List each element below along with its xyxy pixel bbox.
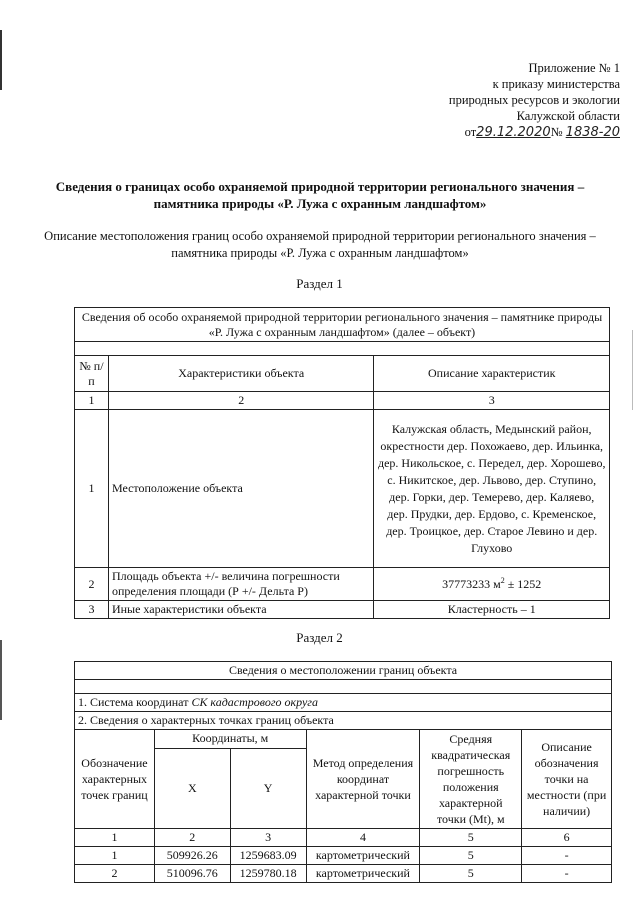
coord-system-row: 1. Система координат СК кадастрового округа [75, 694, 612, 712]
document-description: Описание местоположения границ особо охраняемой природной территории регионального значения – памятника природы «Р. Лужа с охранным ландшафтом» [44, 229, 596, 260]
col-header-characteristic: Характеристики объекта [108, 356, 373, 392]
scan-edge-mark [0, 640, 2, 720]
col-header-description: Описание характеристик [374, 356, 610, 392]
row-value: Калужская область, Медынский район, окрестности дер. Похожаево, дер. Ильинка, дер. Никольское, с. Передел, дер. Хорошево, с. Никитское, дер. Львово, дер. Ступино, дер. Горки, дер. Темерево, дер. Каляево, дер. Прудки, дер. Ердово, с. Кременское, дер. Троицкое, дер. Старое Левино и дер. Глухово [374, 410, 610, 568]
col-header-y: Y [230, 748, 306, 828]
row-name: Иные характеристики объекта [108, 601, 373, 619]
appendix-date-line: от29.12.2020№ 1838-20 [464, 125, 620, 140]
point-y: 1259780.18 [230, 865, 306, 883]
row-name: Местоположение объекта [108, 410, 373, 568]
section2-table [74, 661, 612, 883]
appendix-line: природных ресурсов и экологии [448, 93, 620, 107]
point-y: 1259683.09 [230, 847, 306, 865]
row-num: 2 [75, 568, 109, 601]
index-cell: 3 [230, 829, 306, 847]
point-id: 1 [75, 847, 155, 865]
index-cell: 2 [108, 392, 373, 410]
row-num: 1 [75, 410, 109, 568]
row-num: 3 [75, 601, 109, 619]
table-row [75, 601, 610, 619]
index-cell: 5 [420, 829, 522, 847]
point-method: картометрический [306, 847, 420, 865]
table-row [75, 847, 612, 865]
index-cell: 6 [522, 829, 612, 847]
section1-table [74, 307, 610, 619]
appendix-line: Калужской области [516, 109, 620, 123]
spacer-row [75, 342, 610, 356]
handwritten-date: 29.12.2020 [476, 125, 551, 140]
col-header-error: Средняя квадратическая погрешность положения характерной точки (Mt), м [420, 730, 522, 829]
point-id: 2 [75, 865, 155, 883]
col-header-coords: Координаты, м [154, 730, 306, 749]
section1-header: Сведения об особо охраняемой природной территории регионального значения – памятнике природы «Р. Лужа с охранным ландшафтом» (далее – объект) [75, 308, 610, 342]
document-title: Сведения о границах особо охраняемой природной территории регионального значения – памятника природы «Р. Лужа с охранным ландшафтом» [55, 179, 585, 211]
appendix-line: Приложение № 1 [528, 61, 620, 75]
section2-header: Сведения о местоположении границ объекта [75, 662, 612, 680]
index-cell: 3 [374, 392, 610, 410]
points-header-row: 2. Сведения о характерных точках границ объекта [75, 712, 612, 730]
index-cell: 1 [75, 392, 109, 410]
point-error: 5 [420, 847, 522, 865]
point-method: картометрический [306, 865, 420, 883]
table-row [75, 568, 610, 601]
index-cell: 2 [154, 829, 230, 847]
table-row [75, 410, 610, 568]
point-marking: - [522, 865, 612, 883]
section1-label: Раздел 1 [296, 276, 343, 291]
col-header-num: № п/п [75, 356, 109, 392]
coord-system-value: СК кадастрового округа [191, 695, 318, 709]
appendix-line: к приказу министерства [492, 77, 620, 91]
point-x: 509926.26 [154, 847, 230, 865]
scan-edge-mark [0, 30, 2, 90]
col-header-method: Метод определения координат характерной точки [306, 730, 420, 829]
handwritten-number: 1838-20 [565, 125, 620, 140]
appendix-header [370, 60, 620, 141]
point-marking: - [522, 847, 612, 865]
point-x: 510096.76 [154, 865, 230, 883]
section2-label: Раздел 2 [296, 630, 343, 645]
table-row [75, 865, 612, 883]
spacer-row [75, 680, 612, 694]
row-value: Кластерность – 1 [374, 601, 610, 619]
row-value: 37773233 $м^2 \pm 1252$ [374, 568, 610, 601]
col-header-marking: Описание обозначения точки на местности (при наличии) [522, 730, 612, 829]
col-header-x: X [154, 748, 230, 828]
row-name: Площадь объекта +/- величина погрешности определения площади (Р +/- Дельта Р) [108, 568, 373, 601]
point-error: 5 [420, 865, 522, 883]
col-header-designation: Обозначение характерных точек границ [75, 730, 155, 829]
index-cell: 1 [75, 829, 155, 847]
index-cell: 4 [306, 829, 420, 847]
scan-edge-mark [632, 330, 633, 410]
